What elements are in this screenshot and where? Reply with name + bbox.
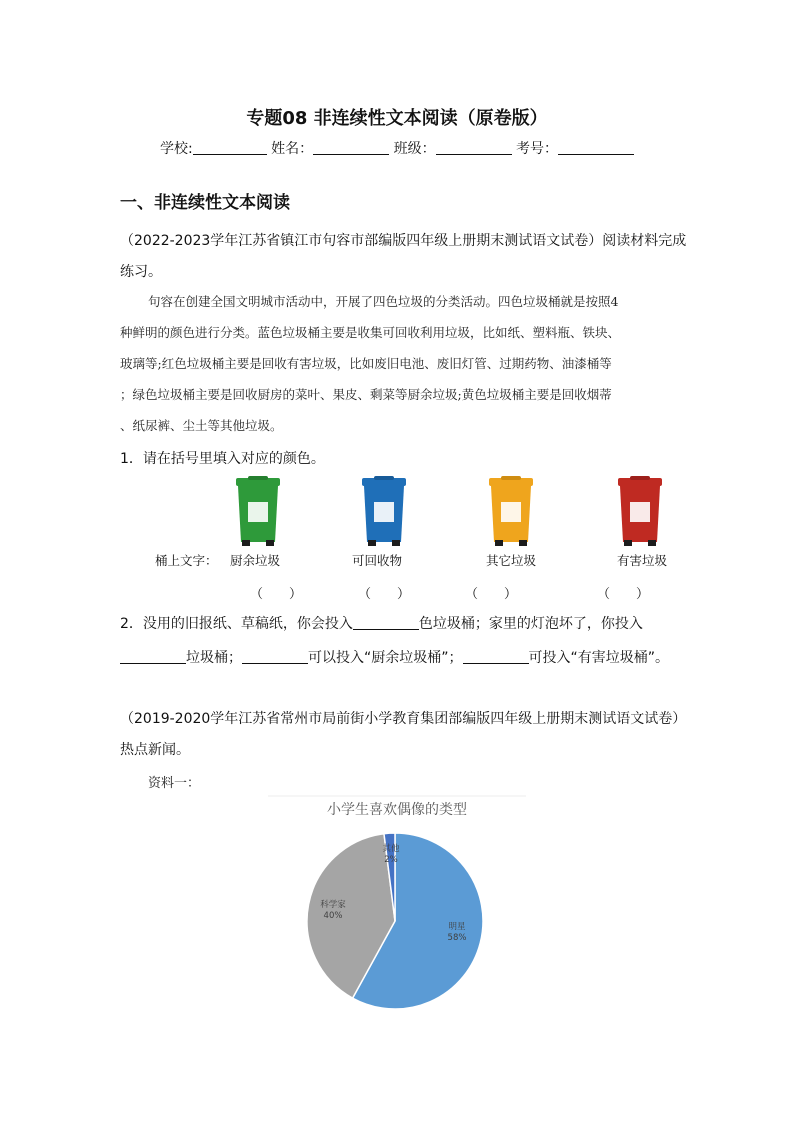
exam-number-label: 考号：: [516, 141, 559, 157]
pie-chart: [264, 794, 530, 1014]
question-2-line-1: [120, 613, 643, 633]
bin-label-kitchen: 厨余垃圾: [230, 553, 281, 568]
passage-line: ；绿色垃圾桶主要是回收厨房的菜叶、果皮、剩菜等厨余垃圾;黄色垃圾桶主要是回收烟蒂: [120, 387, 612, 402]
chart-title: 小学生喜欢偶像的类型: [327, 802, 467, 818]
q2-blank-1[interactable]: [353, 615, 419, 630]
passage-line: 、纸尿裤、尘土等其他垃圾。: [120, 418, 283, 433]
name-label: 姓名：: [271, 141, 314, 157]
source-line-1b: 练习。: [120, 264, 162, 280]
bin-label-recyclable: 可回收物: [352, 553, 403, 568]
question-2-line-2: [120, 647, 669, 667]
passage-line: 句容在创建全国文明城市活动中，开展了四色垃圾的分类活动。四色垃圾桶就是按照4: [148, 294, 619, 309]
blue-bin-icon: [356, 476, 412, 548]
student-info-line: [0, 138, 794, 158]
answer-blank-red[interactable]: （ ）: [597, 587, 650, 602]
pie-slice-percent-label: 2%: [384, 855, 398, 865]
q2-blank-4[interactable]: [463, 649, 529, 664]
name-field[interactable]: [313, 140, 389, 155]
source-line-2: （2019-2020学年江苏省常州市局前街小学教育集团部编版四年级上册期末测试语文试卷）: [120, 711, 687, 727]
q2-text: 可投入“有害垃圾桶”。: [528, 650, 670, 666]
source-line-2b: 热点新闻。: [120, 742, 190, 758]
yellow-bin-icon: [483, 476, 539, 548]
green-bin-icon: [230, 476, 286, 548]
class-field[interactable]: [436, 140, 512, 155]
pie-slice-percent-label: 58%: [447, 933, 467, 943]
section-heading: 一、非连续性文本阅读: [120, 193, 290, 213]
q2-text: 色垃圾桶；家里的灯泡坏了，你投入: [418, 616, 643, 632]
q2-blank-3[interactable]: [242, 649, 308, 664]
pie-slice-name-label: 明星: [448, 922, 466, 932]
passage-line: 玻璃等;红色垃圾桶主要是回收有害垃圾，比如废旧电池、废旧灯管、过期药物、油漆桶等: [120, 356, 612, 371]
passage-line: 种鲜明的颜色进行分类。蓝色垃圾桶主要是收集可回收利用垃圾，比如纸、塑料瓶、铁块、: [120, 325, 621, 340]
pie-slice-percent-label: 40%: [323, 911, 343, 921]
q2-blank-2[interactable]: [120, 649, 186, 664]
q2-text: 可以投入“厨余垃圾桶”；: [308, 650, 463, 666]
answer-blank-green[interactable]: （ ）: [250, 587, 303, 602]
page-title: 专题08 非连续性文本阅读（原卷版）: [246, 108, 548, 129]
answer-blank-yellow[interactable]: （ ）: [465, 587, 518, 602]
bin-label-hazardous: 有害垃圾: [617, 553, 668, 568]
q2-text: 垃圾桶；: [186, 650, 242, 666]
question-1: 1．请在括号里填入对应的颜色。: [120, 451, 325, 467]
pie-slice-name-label: 科学家: [320, 900, 346, 910]
bins-prefix: 桶上文字：: [155, 553, 218, 568]
source-line-1: （2022-2023学年江苏省镇江市句容市部编版四年级上册期末测试语文试卷）阅读材料完成: [120, 233, 687, 249]
school-field[interactable]: [193, 140, 267, 155]
bin-label-other: 其它垃圾: [486, 553, 537, 568]
red-bin-icon: [612, 476, 668, 548]
material-label: 资料一：: [148, 776, 201, 791]
exam-number-field[interactable]: [558, 140, 634, 155]
class-label: 班级：: [393, 141, 436, 157]
answer-blank-blue[interactable]: （ ）: [358, 587, 411, 602]
q2-text: 2．没用的旧报纸、草稿纸，你会投入: [120, 616, 353, 632]
pie-slice-name-label: 其他: [382, 844, 400, 854]
school-label: 学校:: [159, 141, 193, 157]
